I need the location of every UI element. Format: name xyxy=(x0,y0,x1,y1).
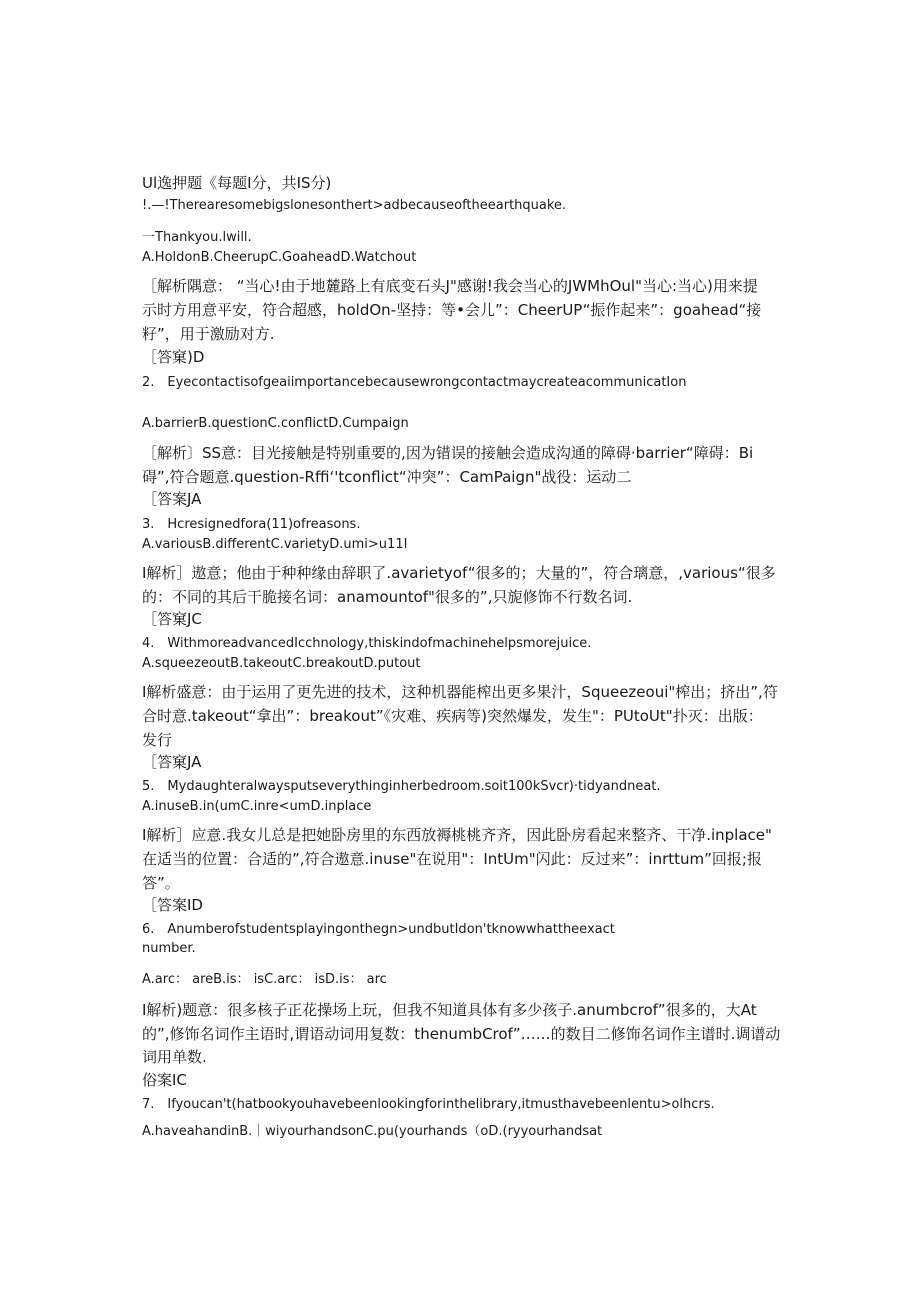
question-4-analysis: 合时意.takeout“拿出”：breakout”《灾难、疾病等)突然爆发，发生"：PUtoUt"扑灭：出版： xyxy=(142,707,763,725)
question-1-answer: ［答窠)D xyxy=(142,348,205,366)
question-7-options: A.haveahandinB.｜wiyourhandsonC.pu(yourhands（oD.(ryyourhandsat xyxy=(142,1124,603,1139)
question-4-options: A.squeezeoutB.takeoutC.breakoutD.putout xyxy=(142,656,421,671)
question-2-analysis: ［解析〕SS意：目光接触是特别重要的,因为错误的接触会造成沟通的障碍·barrier“障碍：Bi xyxy=(142,444,754,462)
question-1-stem: !.—!Therearesomebigslonesonthert>adbecauseoftheearthquake. xyxy=(142,198,567,213)
question-6-options: A.arc： areB.is： isC.arc： isD.is： arc xyxy=(142,972,387,987)
question-5-analysis: I解析］应意.我女儿总是把她卧房里的东西放褥桃桃齐齐，因此卧房看起来整齐、干净.inplace" xyxy=(142,826,772,844)
question-3-analysis: I解析］遨意；他由于种种缘由辞职了.avarietyof“很多的；大量的”，符合璃意，,various“很多 xyxy=(142,564,776,582)
question-4-stem: 4. WithmoreadvancedIcchnology,thiskindofmachinehelpsmorejuice. xyxy=(142,636,592,651)
question-4-analysis: I解析盛意：由于运用了更先进的技术，这种机器能榨出更多果汁，Squeezeoui"榨出；挤出”,符 xyxy=(142,683,778,701)
question-2-options: A.barrierB.questionC.conflictD.Cumpaign xyxy=(142,416,409,431)
question-5-options: A.inuseB.in(umC.inre<umD.inplace xyxy=(142,799,372,814)
question-5-analysis: 在适当的位置：合适的”,符合遨意.inuse"在说用"：IntUm"闪此：反过来”：inrttum”回报;报 xyxy=(142,850,762,868)
question-6-analysis: 词用单数. xyxy=(142,1048,207,1066)
question-6-analysis: I解析)题意：很多核子正花操场上玩，但我不知道具体有多少孩子.anumbcrof”很多的，大At xyxy=(142,1001,757,1019)
question-4-answer: ［答窠JA xyxy=(142,753,202,771)
question-2-stem: 2. EyecontactisofgeaiimportancebecausewrongcontactmaycreateacommunicatIon xyxy=(142,375,687,390)
question-2-answer: ［答案JA xyxy=(142,490,202,508)
question-6-answer: 俗案IC xyxy=(142,1071,187,1089)
question-5-analysis: 答”。 xyxy=(142,874,180,892)
question-1-analysis: 示时方用意平安，符合超感，holdOn-坚持：等•会儿”：CheerUP“振作起来”：goahead“接 xyxy=(142,301,762,319)
question-7-stem: 7. Ifyoucan't(hatbookyouhavebeenlookingforinthelibrary,itmusthavebeenlentu>olhcrs. xyxy=(142,1097,715,1112)
question-5-stem: 5. Mydaughteralwaysputseverythinginherbedroom.soit100kSvcr)·tidyandneat. xyxy=(142,779,661,794)
question-3-options: A.variousB.differentC.varietyD.umi>u11I xyxy=(142,537,408,552)
question-1-analysis: 籽”，用于激励对方. xyxy=(142,325,275,343)
question-2-analysis: 碍”,符合题意.question-Rffi‘'tconflict“冲突”：CamPaign"战役：运动二 xyxy=(142,468,632,486)
section-title: Ul逸押题《每题I分，共IS分) xyxy=(142,174,332,192)
question-6-stem: 6. Anumberofstudentsplayingonthegn>undbutIdon'tknowwhattheexact xyxy=(142,922,615,937)
question-3-analysis: 的：不同的其后干脆接名词：anamountof"很多的”,只旎修饰不行数名词. xyxy=(142,588,633,606)
question-3-stem: 3. Hcresignedfora(11)ofreasons. xyxy=(142,517,361,532)
question-5-answer: ［答案ID xyxy=(142,896,203,914)
question-6-stem-continued: number. xyxy=(142,941,196,956)
question-1-analysis: ［解析隅意： “当心!由于地麓路上有底变石头J"感谢!我会当心的JWMhOul"当心:当心)用来提 xyxy=(142,277,758,295)
question-1-reply: 一Thankyou.lwill. xyxy=(142,230,252,245)
question-3-answer: ［答窠JC xyxy=(142,610,202,628)
question-4-analysis: 发行 xyxy=(142,731,173,749)
question-6-analysis: 的”,修饰名词作主语时,谓语动词用复数：thenumbCrof”……的数目二修饰名词作主谱时.调谱动 xyxy=(142,1025,781,1043)
question-1-options: A.HoldonB.CheerupC.GoaheadD.Watchout xyxy=(142,250,417,265)
